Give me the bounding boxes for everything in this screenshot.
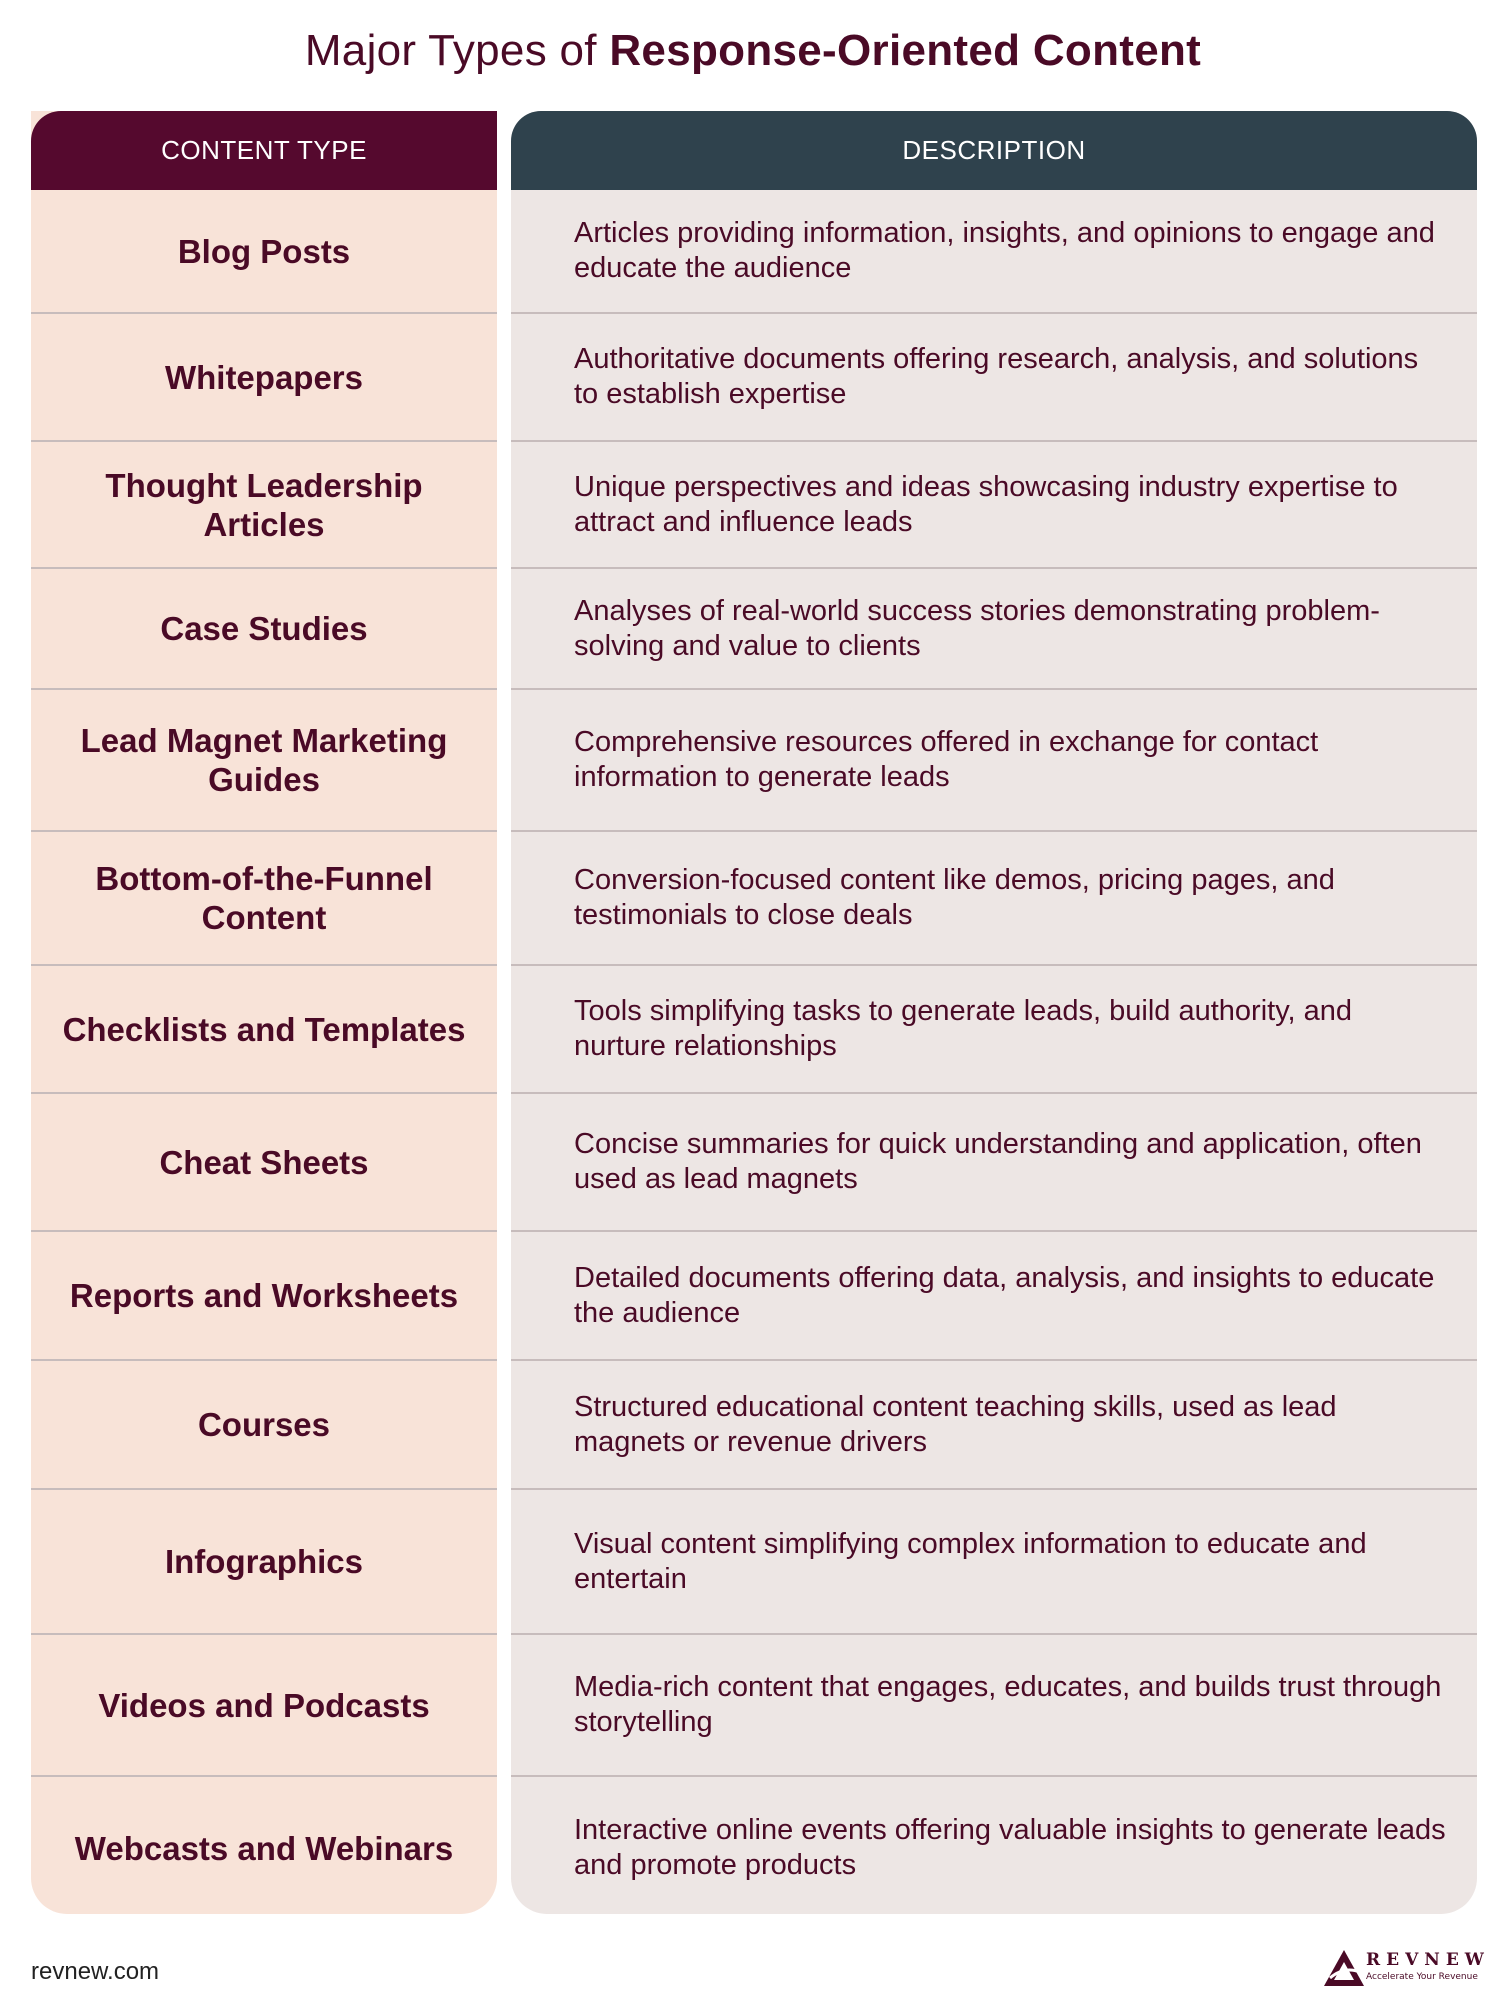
description-cell: Unique perspectives and ideas showcasing industry expertise to attract and influence leads (511, 442, 1477, 569)
description-cell: Conversion-focused content like demos, pricing pages, and testimonials to close deals (511, 832, 1477, 966)
footer-url[interactable]: revnew.com (31, 1958, 160, 1985)
description-cell: Authoritative documents offering research, analysis, and solutions to establish expertise (511, 314, 1477, 442)
description-cell: Tools simplifying tasks to generate leads, build authority, and nurture relationships (511, 966, 1477, 1094)
title-bold: Response-Oriented Content (609, 26, 1202, 75)
description-cell: Structured educational content teaching skills, used as lead magnets or revenue drivers (511, 1361, 1477, 1490)
description-cell: Interactive online events offering valuable insights to generate leads and promote products (574, 1814, 1446, 1881)
content-type-header: CONTENT TYPE (31, 111, 497, 190)
content-type-cell: Checklists and Templates (31, 966, 497, 1094)
logo-wordmark: REVNEW (1366, 1950, 1490, 1970)
content-type-cell: Webcasts and Webinars (74, 1829, 454, 1867)
title-regular: Major Types of (304, 26, 610, 75)
page-title (0, 26, 1506, 76)
content-type-cell: Lead Magnet Marketing Guides (31, 690, 497, 832)
description-cell: Comprehensive resources offered in exchange for contact information to generate leads (511, 690, 1477, 832)
content-type-cell: Blog Posts (31, 190, 497, 314)
content-type-cell: Reports and Worksheets (31, 1232, 497, 1361)
content-type-rows (31, 190, 497, 1914)
description-cell: Analyses of real-world success stories demonstrating problem-solving and value to clients (511, 569, 1477, 690)
logo-tagline: Accelerate Your Revenue (1366, 1972, 1478, 1982)
description-rows (511, 190, 1477, 1914)
logo-mark-icon (1322, 1948, 1366, 1988)
description-cell: Media-rich content that engages, educates, and builds trust through storytelling (511, 1635, 1477, 1777)
content-type-cell: Courses (31, 1361, 497, 1490)
content-type-cell: Infographics (31, 1490, 497, 1635)
content-type-column (31, 111, 497, 1914)
description-column (511, 111, 1477, 1914)
description-cell: Visual content simplifying complex information to educate and entertain (511, 1490, 1477, 1635)
description-cell: Detailed documents offering data, analysis, and insights to educate the audience (511, 1232, 1477, 1361)
content-type-cell: Whitepapers (31, 314, 497, 442)
description-header: DESCRIPTION (511, 111, 1477, 190)
description-cell: Concise summaries for quick understanding and application, often used as lead magnets (511, 1094, 1477, 1232)
content-type-cell: Case Studies (31, 569, 497, 690)
content-type-cell: Videos and Podcasts (31, 1635, 497, 1777)
revnew-logo (1322, 1948, 1490, 1990)
description-cell: Articles providing information, insights, and opinions to engage and educate the audience (511, 190, 1477, 314)
content-type-cell: Thought Leadership Articles (31, 442, 497, 569)
content-type-cell: Cheat Sheets (31, 1094, 497, 1232)
content-type-cell: Bottom-of-the-Funnel Content (31, 832, 497, 966)
